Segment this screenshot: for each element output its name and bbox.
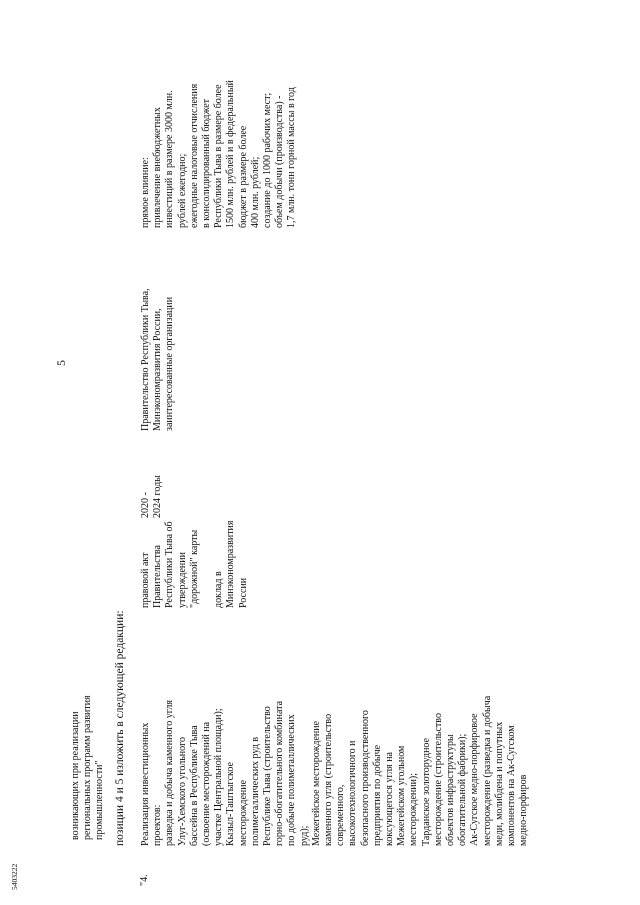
document-type: правовой акт Правительства Республики Тыва об утверждении "дорожной" карты доклад в Минэкономразвития России	[140, 520, 249, 608]
section-heading: позиции 4 и 5 изложить в следующей редакции:	[114, 610, 126, 846]
implementation-period: 2020 - 2024 годы	[140, 475, 164, 518]
responsible-executors: Правительство Республики Тыва, Минэкономразвития России, заинтересованные организации	[140, 288, 176, 431]
intro-fragment: возникающих при реализации региональных программ развития промышленности"	[70, 695, 106, 840]
row-number: "4.	[139, 874, 150, 886]
expected-effect: прямое влияние: привлечение внебюджетных инвестиций в размере 3000 млн. рублей ежегодно; ежегодные налоговые отчисления в консолидированный бюджет Республики Тыва в размере более 1500 млн. рублей и в федеральный бюджет в размере более 400 млн. рублей; создание до 1000 рабочих мест; объем добычи (производства) - 1,7 млн. тонн горной массы в год	[140, 80, 298, 228]
page-number: 5	[54, 360, 68, 366]
footer-code: 5403222	[10, 863, 19, 890]
measure-text: Реализация инвестиционных проектов: разведка и добыча каменного угля Улуг-Хемского угольного бассейна в Республике Тыва (освоение месторождений на участке Центральной площади); Кызыл-Таштыгское месторождение полиметаллических руд в Республике Тыва (строительство горно-обогатительного комбината по добыче полиметаллических руд); Межегейское месторождение каменного угля (строительство современного, высокотехнологичного и безопасного производственного предприятия по добыче коксующегося угля на Межегейском угольном месторождении); Тарданское золоторудное месторождение (строительство объектов инфраструктуры обогатительной фабрики); Ак-Сугское медно-порфировое месторождение (разведка и добыча меди, молибдена и попутных компонентов на Ак-Сугском медно-порфиров	[140, 695, 530, 846]
